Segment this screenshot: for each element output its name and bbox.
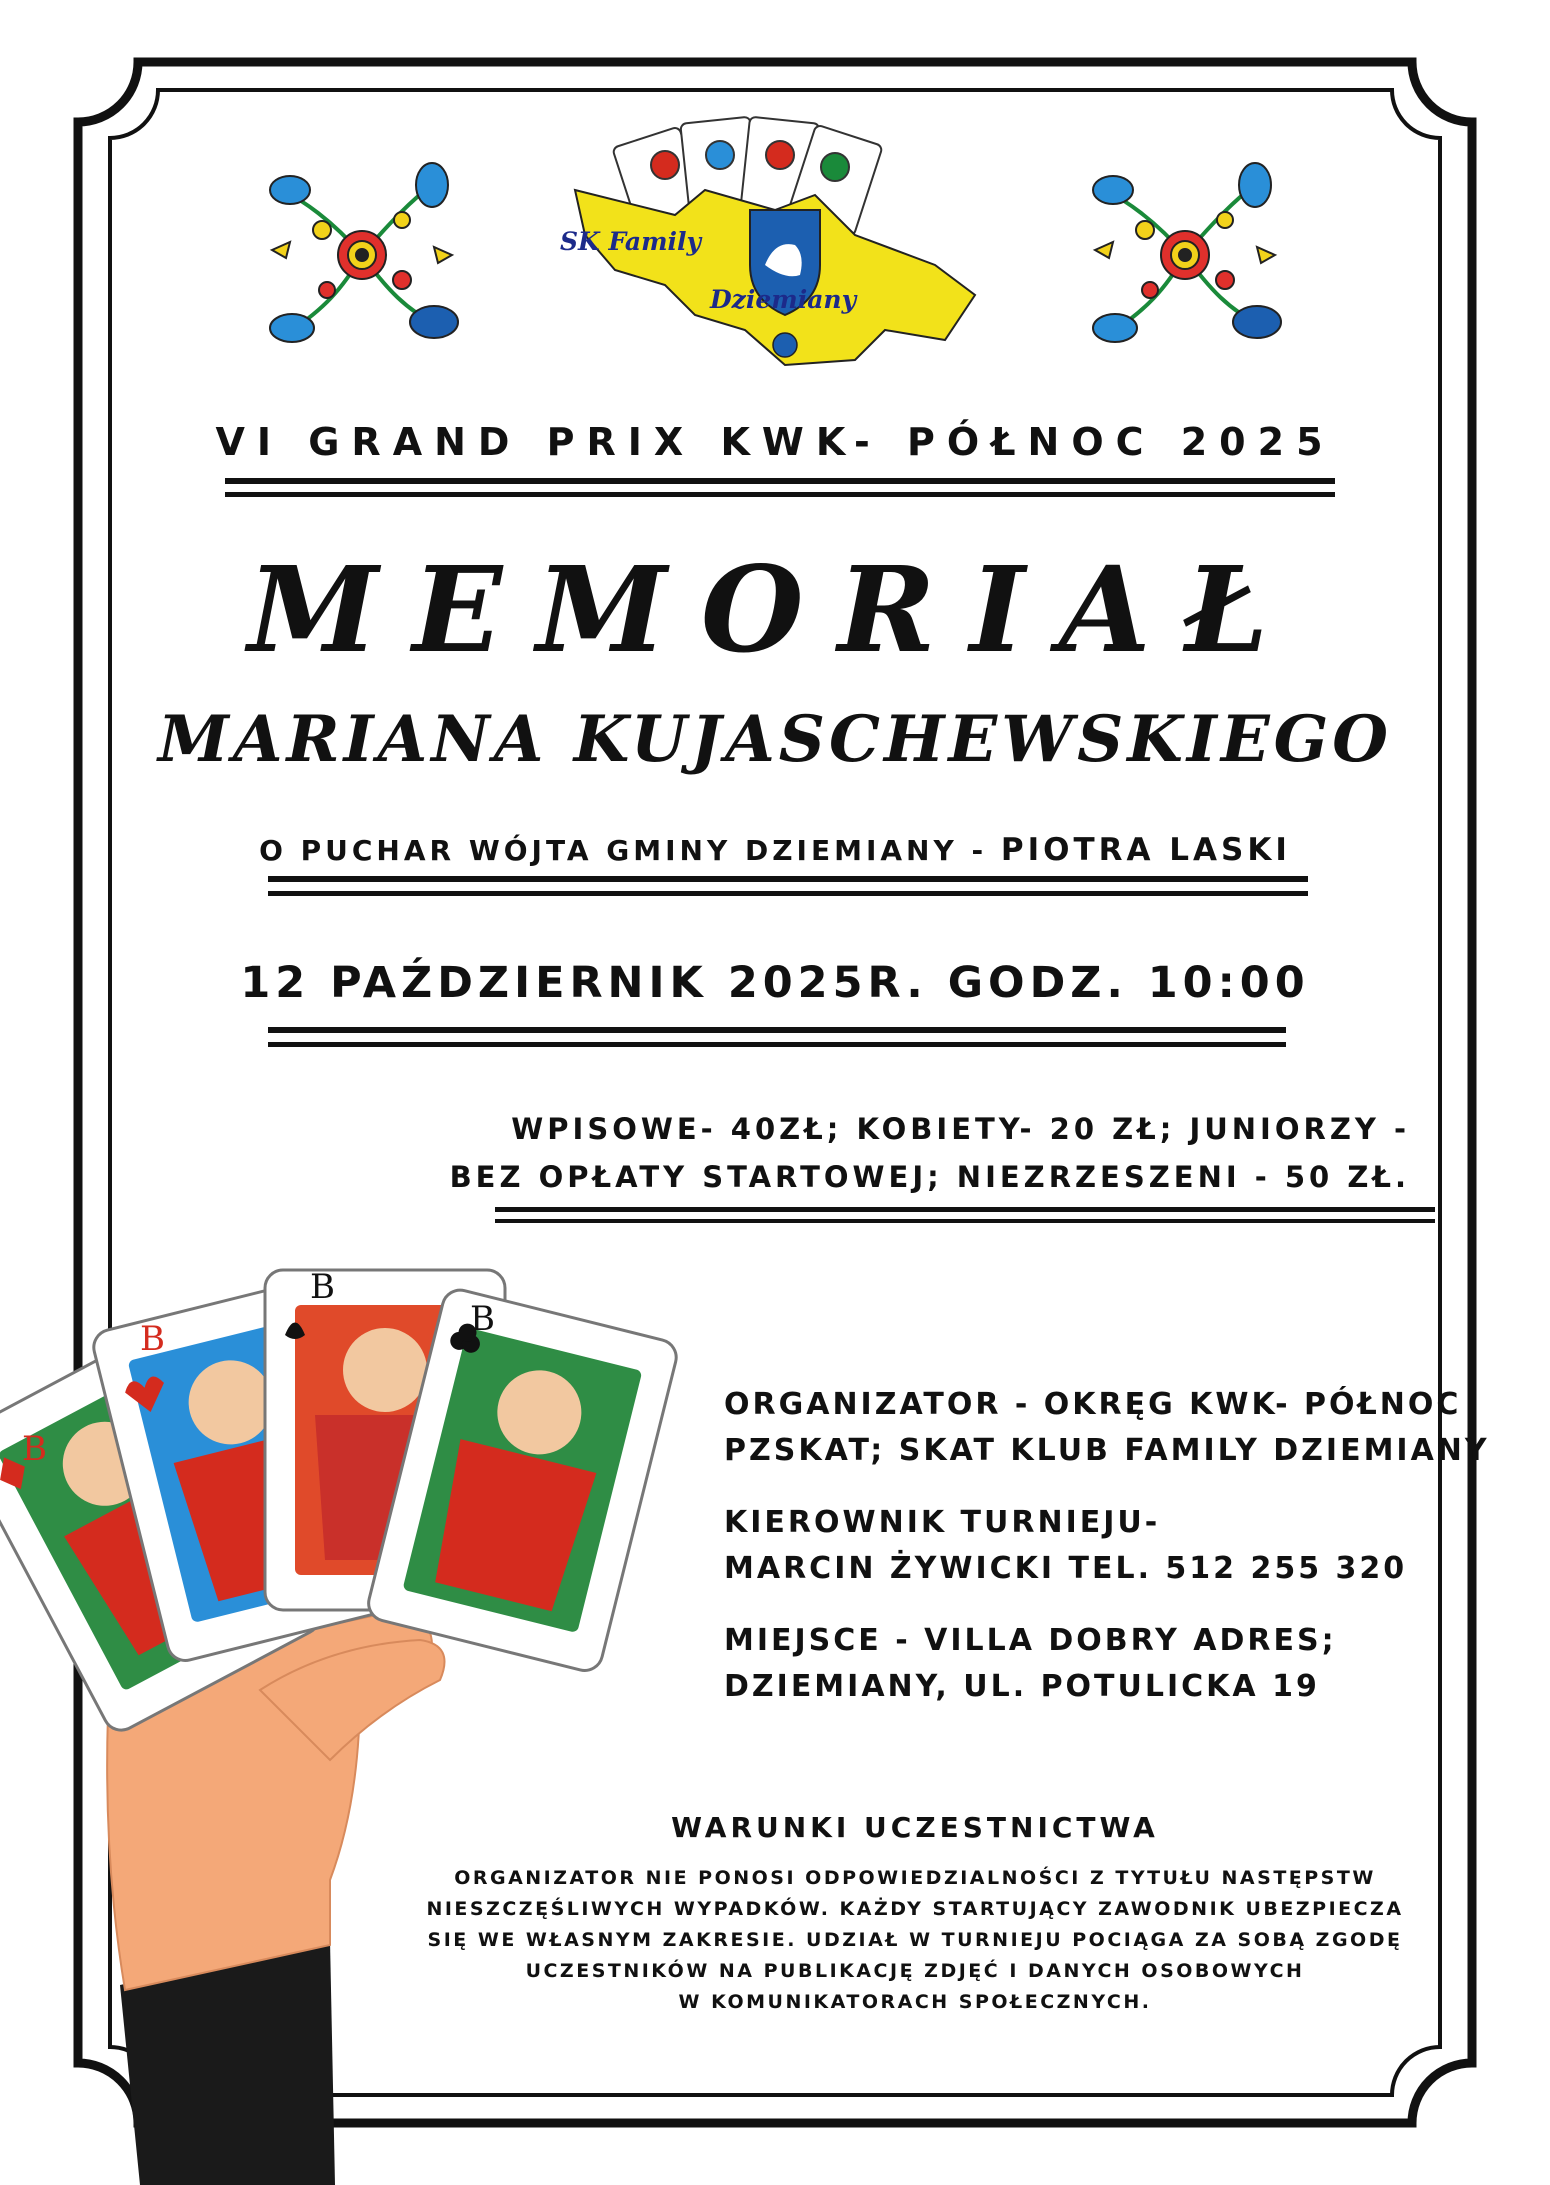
venue-line1: MIEJSCE - VILLA DOBRY ADRES; <box>724 1623 1337 1658</box>
organizer-line1: ORGANIZATOR - OKRĘG KWK- PÓŁNOC <box>724 1387 1462 1422</box>
venue-info <box>724 1618 1337 1710</box>
conditions-line5: W KOMUNIKATORACH SPOŁECZNYCH. <box>678 1991 1152 2013</box>
conditions-line1: ORGANIZATOR NIE PONOSI ODPOWIEDZIALNOŚCI Z TYTUŁU NASTĘPSTW <box>454 1867 1376 1889</box>
fees-rule-top <box>495 1207 1435 1212</box>
card-rank-1: B <box>22 1429 47 1469</box>
organizer-line2: PZSKAT; SKAT KLUB FAMILY DZIEMIANY <box>724 1433 1490 1468</box>
grand-prix-heading: VI GRAND PRIX KWK- PÓŁNOC 2025 <box>215 420 1335 464</box>
fees-line1: WPISOWE- 40ZŁ; KOBIETY- 20 ZŁ; JUNIORZY - <box>511 1112 1410 1146</box>
entry-fees <box>450 1105 1410 1201</box>
manager-info <box>724 1500 1407 1592</box>
conditions-line4: UCZESTNIKÓW NA PUBLIKACJĘ ZDJĘĆ I DANYCH OSOBOWYCH <box>525 1960 1305 1982</box>
date-rule-top <box>268 1027 1286 1033</box>
fees-rule-bottom <box>495 1219 1435 1223</box>
folk-ornament-right <box>1085 160 1285 350</box>
conditions-heading: WARUNKI UCZESTNICTWA <box>671 1811 1159 1844</box>
club-logo <box>555 115 985 375</box>
conditions-line3: SIĘ WE WŁASNYM ZAKRESIE. UDZIAŁ W TURNIEJU POCIĄGA ZA SOBĄ ZGODĘ <box>427 1929 1403 1951</box>
manager-line2: MARCIN ŻYWICKI TEL. 512 255 320 <box>724 1551 1408 1586</box>
folk-ornament-left <box>262 160 462 350</box>
card-rank-4: B <box>470 1299 495 1339</box>
cup-rule-top <box>268 876 1308 882</box>
cup-text: O PUCHAR WÓJTA GMINY DZIEMIANY - <box>259 834 1001 867</box>
conditions-text <box>390 1863 1440 2018</box>
heading-rule-bottom <box>225 492 1335 497</box>
organizer-info <box>724 1382 1490 1474</box>
memorial-subtitle: MARIANA KUJASCHEWSKIEGO <box>157 702 1393 777</box>
memorial-title: MEMORIAŁ <box>247 540 1303 679</box>
manager-line1: KIEROWNIK TURNIEJU- <box>724 1505 1161 1540</box>
card-rank-3: B <box>310 1267 335 1307</box>
heading-rule-top <box>225 478 1335 484</box>
cup-line <box>0 832 1550 868</box>
conditions-line2: NIESZCZĘŚLIWYCH WYPADKÓW. KAŻDY STARTUJĄCY ZAWODNIK UBEZPIECZA <box>426 1898 1404 1920</box>
fees-line2: BEZ OPŁATY STARTOWEJ; NIEZRZESZENI - 50 ZŁ. <box>449 1160 1410 1194</box>
venue-line2: DZIEMIANY, UL. POTULICKA 19 <box>724 1669 1320 1704</box>
card-rank-2: B <box>140 1319 165 1359</box>
logo-text-line1: SK Family <box>560 227 702 256</box>
event-date: 12 PAŹDZIERNIK 2025R. GODZ. 10:00 <box>240 958 1310 1008</box>
cup-rule-bottom <box>268 891 1308 896</box>
logo-text-line2: Dziemiany <box>710 285 857 314</box>
cup-name: PIOTRA LASKI <box>1000 832 1291 868</box>
date-rule-bottom <box>268 1042 1286 1047</box>
hand-with-cards-illustration <box>0 1240 720 2185</box>
